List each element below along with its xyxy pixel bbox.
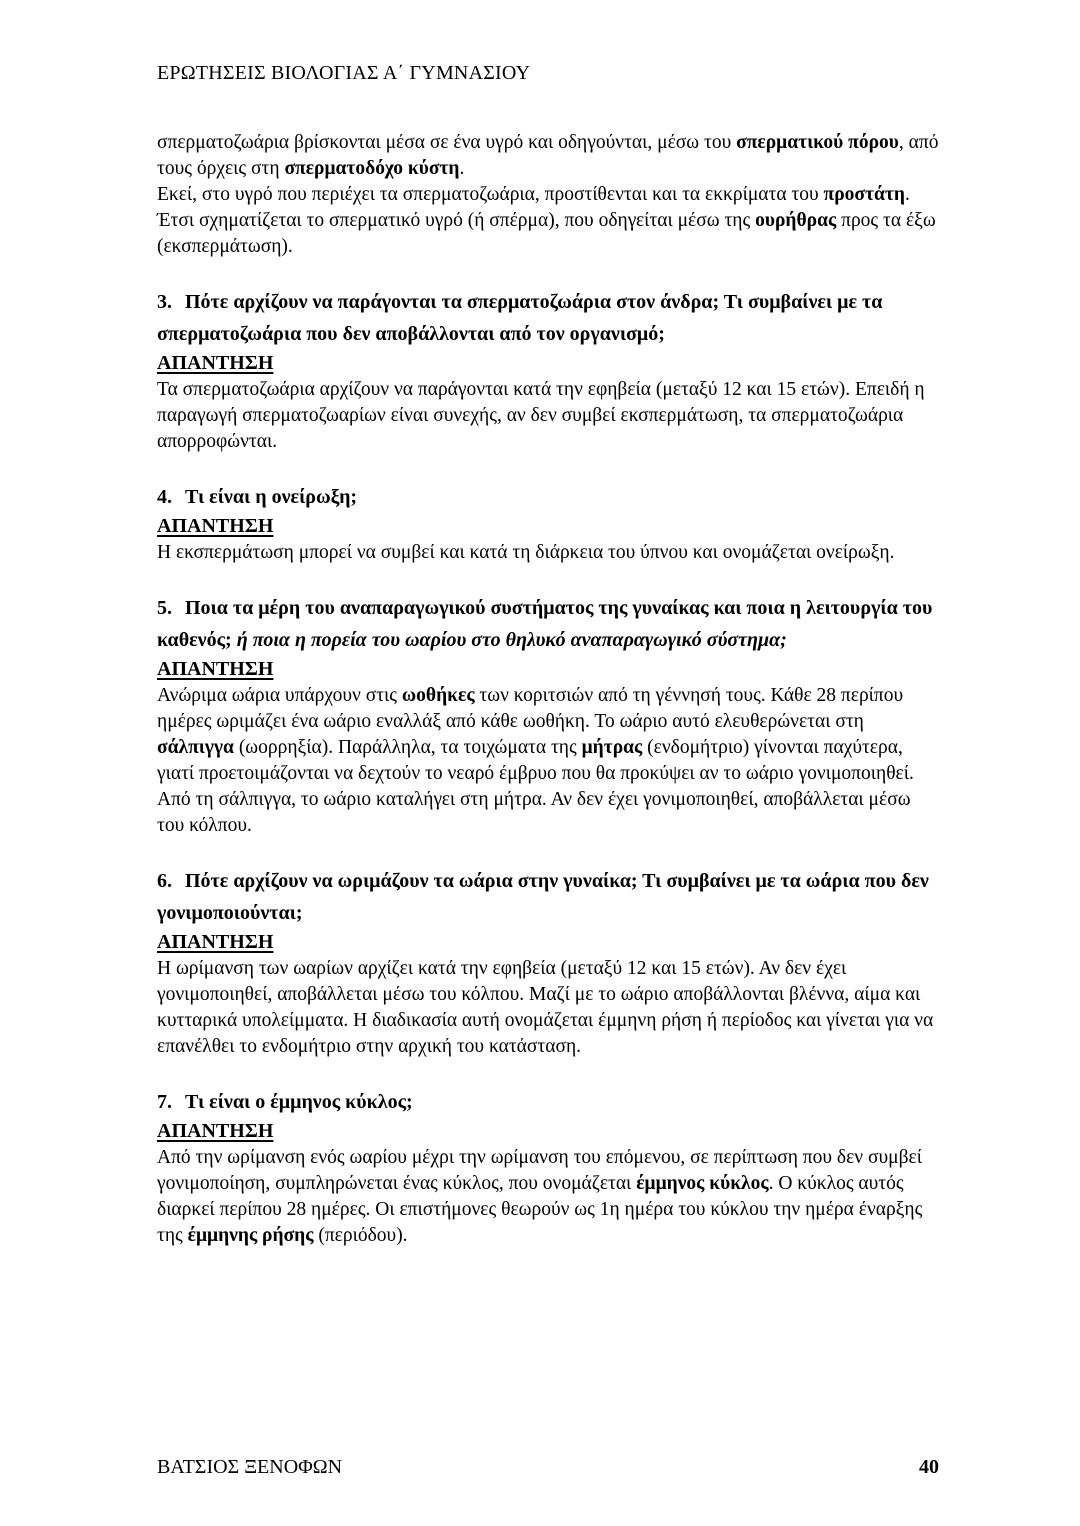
answer-label-7: ΑΠΑΝΤΗΣΗ xyxy=(157,1120,274,1142)
question-6-text: Πότε αρχίζουν να ωριμάζουν τα ωάρια στην γυναίκα; Τι συμβαίνει με τα ωάρια που δεν γονιμοποιούνται; xyxy=(157,870,929,924)
footer-author: ΒΑΤΣΙΟΣ ΞΕΝΟΦΩΝ xyxy=(157,1456,343,1478)
answer-5-paragraph: Ανώριμα ωάρια υπάρχουν στις ωοθήκες των κοριτσιών από τη γέννησή τους. Κάθε 28 περίπου ημέρες ωριμάζει ένα ωάριο εναλλάξ από κάθε ωοθήκη. Το ωάριο αυτό ελευθερώνεται στη σάλπιγγα (ωορρηξία). Παράλληλα, τα τοιχώματα της μήτρας (ενδομήτριο) γίνονται παχύτερα, γιατί προετοιμάζονται να δεχτούν το νεαρό έμβρυο που θα προκύψει αν το ωάριο γονιμοποιηθεί. Από τη σάλπιγγα, το ωάριο καταλήγει στη μήτρα. Αν δεν έχει γονιμοποιηθεί, αποβάλλεται μέσω του κόλπου. xyxy=(157,685,914,836)
page-header-title: ΕΡΩΤΗΣΕΙΣ ΒΙΟΛΟΓΙΑΣ Α΄ ΓΥΜΝΑΣΙΟΥ xyxy=(157,62,531,84)
question-4 xyxy=(157,481,939,513)
answer-label-4: ΑΠΑΝΤΗΣΗ xyxy=(157,515,274,537)
question-7 xyxy=(157,1086,939,1118)
question-5 xyxy=(157,592,939,656)
intro-paragraph-line-1: σπερματοζωάρια βρίσκονται μέσα σε ένα υγρό και οδηγούνται, μέσω του σπερματικού πόρου, από τους όρχεις στη σπερματοδόχο κύστη. xyxy=(157,132,939,179)
question-3-number: 3. xyxy=(157,291,172,313)
question-5-number: 5. xyxy=(157,597,172,619)
answer-7-paragraph: Από την ωρίμανση ενός ωαρίου μέχρι την ωρίμανση του επόμενου, σε περίπτωση που δεν συμβεί γονιμοποίηση, συμπληρώνεται ένας κύκλος, που ονομάζεται έμμηνος κύκλος. Ο κύκλος αυτός διαρκεί περίπου 28 ημέρες. Οι επιστήμονες θεωρούν ως 1η ημέρα του κύκλου την ημέρα έναρξης της έμμηνης ρήσης (περιόδου). xyxy=(157,1147,923,1246)
answer-label-3: ΑΠΑΝΤΗΣΗ xyxy=(157,352,274,374)
question-5-text: Ποια τα μέρη του αναπαραγωγικού συστήματος της γυναίκας και ποια η λειτουργία του καθενός; ή ποια η πορεία του ωαρίου στο θηλυκό αναπαραγωγικό σύστημα; xyxy=(157,597,933,651)
question-3 xyxy=(157,286,939,350)
question-3-text: Πότε αρχίζουν να παράγονται τα σπερματοζωάρια στον άνδρα; Τι συμβαίνει με τα σπερματοζωάρια που δεν αποβάλλονται από τον οργανισμό; xyxy=(157,291,883,345)
answer-label-5: ΑΠΑΝΤΗΣΗ xyxy=(157,658,274,680)
answer-4-paragraph: Η εκσπερμάτωση μπορεί να συμβεί και κατά τη διάρκεια του ύπνου και ονομάζεται ονείρωξη. xyxy=(157,542,895,563)
footer-page-number: 40 xyxy=(919,1456,939,1478)
question-7-text: Τι είναι ο έμμηνος κύκλος; xyxy=(185,1091,413,1113)
question-6-number: 6. xyxy=(157,870,172,892)
question-6 xyxy=(157,865,939,929)
question-7-number: 7. xyxy=(157,1091,172,1113)
answer-6-paragraph: Η ωρίμανση των ωαρίων αρχίζει κατά την εφηβεία (μεταξύ 12 και 15 ετών). Αν δεν έχει γονιμοποιηθεί, αποβάλλεται μέσω του κόλπου. Μαζί με το ωάριο αποβάλλονται βλέννα, αίμα και κυτταρικά υπολείμματα. Η διαδικασία αυτή ονομάζεται έμμηνη ρήση ή περίοδος και γίνεται για να επανέλθει το ενδομήτριο στην αρχική του κατάσταση. xyxy=(157,958,934,1057)
answer-label-6: ΑΠΑΝΤΗΣΗ xyxy=(157,931,274,953)
page-footer xyxy=(157,1456,939,1479)
answer-3-paragraph: Τα σπερματοζωάρια αρχίζουν να παράγονται κατά την εφηβεία (μεταξύ 12 και 15 ετών). Επειδή η παραγωγή σπερματοζωαρίων είναι συνεχής, αν δεν συμβεί εκσπερμάτωση, τα σπερματοζωάρια απορροφώνται. xyxy=(157,379,925,452)
document-content xyxy=(157,130,939,1249)
intro-paragraph-line-2: Εκεί, στο υγρό που περιέχει τα σπερματοζωάρια, προστίθενται και τα εκκρίματα του προστάτη. Έτσι σχηματίζεται το σπερματικό υγρό (ή σπέρμα), που οδηγείται μέσω της ουρήθρας προς τα έξω (εκσπερμάτωση). xyxy=(157,184,936,257)
question-4-number: 4. xyxy=(157,486,172,508)
question-4-text: Τι είναι η ονείρωξη; xyxy=(185,486,358,508)
